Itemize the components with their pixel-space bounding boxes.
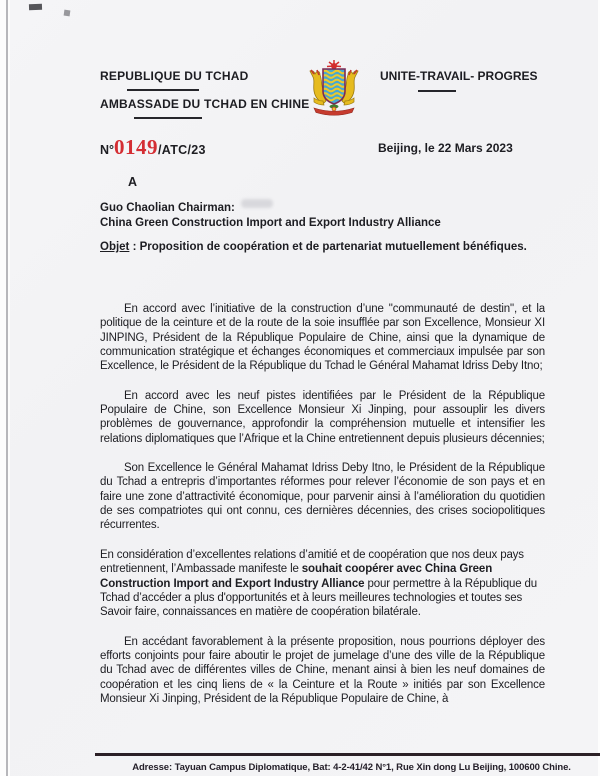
reference-prefix: N°: [100, 143, 115, 157]
title-underline: [134, 117, 202, 119]
letterhead-right: [380, 69, 538, 92]
footer-address: Adresse: Tayuan Campus Diplomatique, Bat: 4-2-41/42 N°1, Rue Xin dong Lu Beijing, 100600 Chine.: [132, 762, 571, 773]
chad-coat-of-arms-icon: [298, 58, 370, 116]
republic-title: REPUBLIQUE DU TCHAD: [100, 69, 249, 83]
letterhead-left: [100, 69, 309, 119]
motto-underline: [418, 90, 456, 92]
subject-label: Objet: [100, 241, 130, 253]
recipient-block: [100, 201, 441, 231]
scan-edge-line: [6, 0, 8, 776]
embassy-title: AMBASSADE DU TCHAD EN CHINE: [100, 97, 310, 111]
sun-crest: [327, 60, 341, 69]
body-paragraph: En accédant favorablement à la présente proposition, nous pourrions déployer des efforts conjoints pour faire aboutir le projet de jumelage d’une des ville de la République du Tchad avec de différentes villes de Chine, menant ainsi à bien les neuf domaines de coopération et les cinq liens de « la Ceinture et la Route » initiés par son Excellence Monsieur Xi Jinping, Président de la République Populaire de Chine, à: [100, 635, 545, 705]
body-text: [100, 302, 545, 750]
subject-line: [100, 240, 552, 256]
body-paragraph: Son Excellence le Général Mahamat Idriss Deby Itno, le Président de la République du Tchad a entrepris d’importantes réformes pour relever l’économie de son pays et en faire une zone d’attractivité économique, pour parvenir ainsi à l’amélioration du quotidien de ses compatriotes qui ont connu, ces dernières décennies, des crises sociopolitiques récurrentes.: [100, 462, 545, 532]
medal: [332, 107, 336, 111]
subject-text: : Proposition de coopération et de partenariat mutuellement bénéfiques.: [129, 241, 527, 253]
body-paragraph: En accord avec l’initiative de la construction d’une "communauté de destin", et la politique de la ceinture et de la route de la soie insufflée par son Excellence, Monsieur XI JINPING, Président de la République Populaire de Chine, ainsi que la dynamique de communication stratégique et échanges économiques et commerciaux impulsée par son Excellence, le Président de la République du Tchad le Général Mahamat Idriss Deby Itno;: [100, 303, 545, 373]
letter-paper: [10, 0, 598, 776]
reference-digits: 0149: [114, 135, 159, 159]
national-motto: UNITE-TRAVAIL- PROGRES: [380, 69, 538, 83]
reference-suffix: /ATC/23: [158, 143, 206, 157]
recipient-organization: China Green Construction Import and Export Industry Alliance: [100, 217, 441, 229]
scan-artifact: [64, 10, 71, 17]
body-paragraph: En accord avec les neuf pistes identifiées par le Président de la République Populaire de Chine, son Excellence Monsieur Xi Jinping, pour assouplir les divers problèmes de gouvernance, approfondir la compréhension mutuelle et intensifier les relations diplomatiques que l’Afrique et la Chine entretiennent depuis plusieurs décennies;: [100, 389, 545, 445]
recipient-name: Guo Chaolian Chairman:: [100, 202, 235, 214]
scan-artifact: [29, 4, 42, 10]
dateline: Beijing, le 22 Mars 2023: [378, 141, 513, 155]
reference-number: [100, 135, 206, 159]
salutation: A: [128, 175, 138, 189]
body-paragraph: En considération d’excellentes relations d’amitié et de coopération que nos deux pays entretiennent, l’Ambassade manifeste le souhait coopérer avec China Green Construction Import and Export Industry Alliance pour permettre à la République du Tchad d’accéder a plus d'opportunités et à leurs meilleures technologies et toutes ses Savoir faire, connaissances en matière de coopération bilatérale.: [100, 548, 538, 619]
footer-rule: [95, 753, 600, 756]
title-underline: [127, 89, 199, 91]
